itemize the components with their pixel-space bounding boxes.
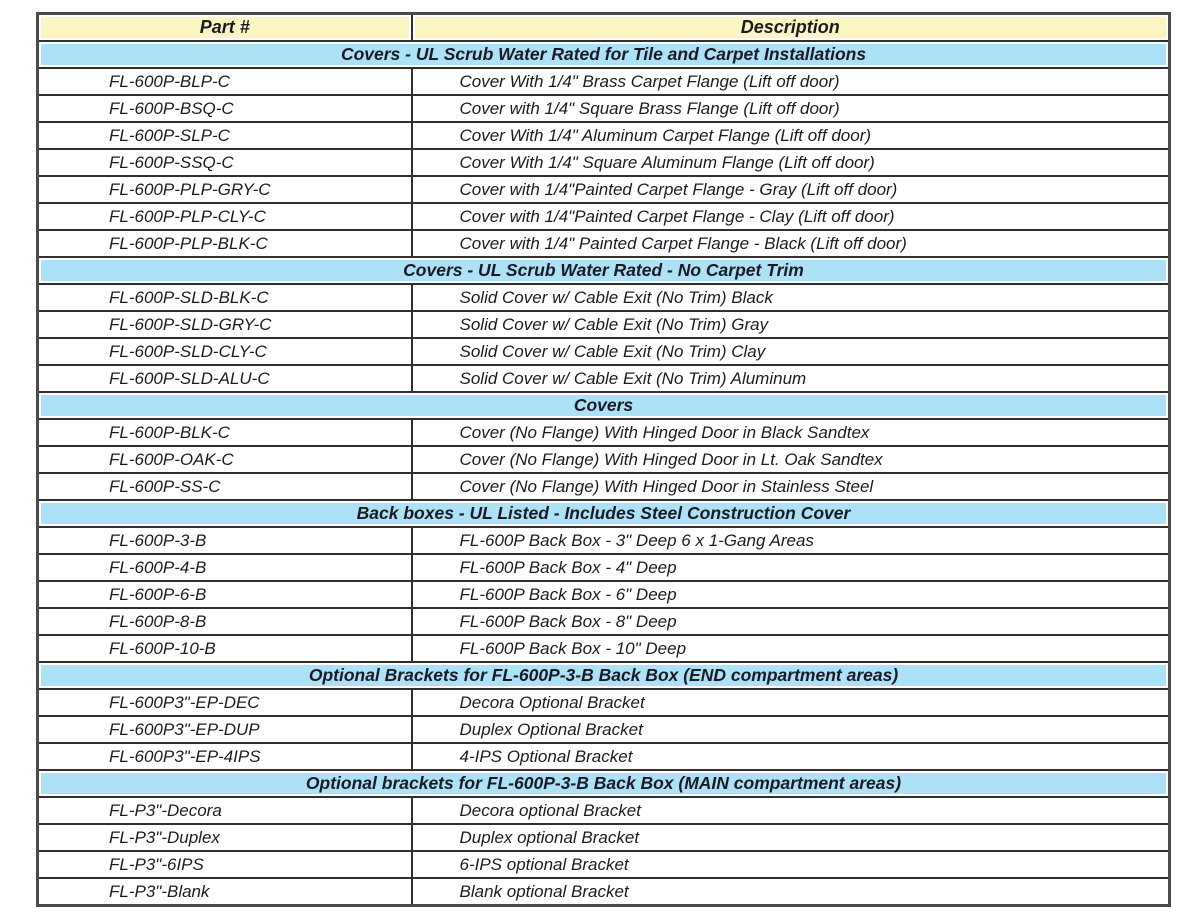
description-cell: Cover with 1/4" Painted Carpet Flange - Black (Lift off door) [412, 230, 1170, 257]
section-header-row [38, 662, 1170, 689]
description-cell: Solid Cover w/ Cable Exit (No Trim) Clay [412, 338, 1170, 365]
part-number-cell: FL-600P-6-B [38, 581, 412, 608]
part-number-cell: FL-600P-8-B [38, 608, 412, 635]
description-cell: FL-600P Back Box - 6" Deep [412, 581, 1170, 608]
part-number-cell: FL-600P-PLP-CLY-C [38, 203, 412, 230]
description-cell: Duplex Optional Bracket [412, 716, 1170, 743]
description-cell: 4-IPS Optional Bracket [412, 743, 1170, 770]
description-cell: Cover with 1/4"Painted Carpet Flange - Clay (Lift off door) [412, 203, 1170, 230]
description-cell: FL-600P Back Box - 4" Deep [412, 554, 1170, 581]
description-cell: Cover with 1/4" Square Brass Flange (Lift off door) [412, 95, 1170, 122]
description-cell: Cover With 1/4" Brass Carpet Flange (Lift off door) [412, 68, 1170, 95]
section-header-row [38, 500, 1170, 527]
part-number-cell: FL-600P-PLP-GRY-C [38, 176, 412, 203]
part-number-cell: FL-600P-SS-C [38, 473, 412, 500]
section-header-row [38, 770, 1170, 797]
table-row [38, 581, 1170, 608]
section-title: Covers - UL Scrub Water Rated for Tile and Carpet Installations [38, 41, 1170, 68]
description-cell: Cover (No Flange) With Hinged Door in Lt. Oak Sandtex [412, 446, 1170, 473]
description-cell: Solid Cover w/ Cable Exit (No Trim) Gray [412, 311, 1170, 338]
table-row [38, 230, 1170, 257]
table-row [38, 743, 1170, 770]
description-cell: Cover with 1/4"Painted Carpet Flange - Gray (Lift off door) [412, 176, 1170, 203]
table-row [38, 824, 1170, 851]
table-row [38, 689, 1170, 716]
description-cell: 6-IPS optional Bracket [412, 851, 1170, 878]
part-number-cell: FL-600P-BLK-C [38, 419, 412, 446]
part-number-cell: FL-600P-SLP-C [38, 122, 412, 149]
part-number-cell: FL-P3"-Decora [38, 797, 412, 824]
column-header-description: Description [412, 14, 1170, 42]
table-body [38, 41, 1170, 906]
table-row [38, 527, 1170, 554]
part-number-cell: FL-600P-SLD-GRY-C [38, 311, 412, 338]
table-row [38, 446, 1170, 473]
table-row [38, 338, 1170, 365]
part-number-cell: FL-P3"-Duplex [38, 824, 412, 851]
part-number-cell: FL-600P3"-EP-DEC [38, 689, 412, 716]
table-row [38, 203, 1170, 230]
description-cell: Cover (No Flange) With Hinged Door in Stainless Steel [412, 473, 1170, 500]
part-number-cell: FL-600P-BLP-C [38, 68, 412, 95]
part-number-cell: FL-600P-SSQ-C [38, 149, 412, 176]
column-header-part: Part # [38, 14, 412, 42]
part-number-cell: FL-600P-SLD-BLK-C [38, 284, 412, 311]
description-cell: Duplex optional Bracket [412, 824, 1170, 851]
section-title: Back boxes - UL Listed - Includes Steel Construction Cover [38, 500, 1170, 527]
section-title: Optional brackets for FL-600P-3-B Back Box (MAIN compartment areas) [38, 770, 1170, 797]
section-title: Covers - UL Scrub Water Rated - No Carpet Trim [38, 257, 1170, 284]
part-number-cell: FL-600P3"-EP-4IPS [38, 743, 412, 770]
description-cell: Solid Cover w/ Cable Exit (No Trim) Black [412, 284, 1170, 311]
section-header-row [38, 41, 1170, 68]
description-cell: Blank optional Bracket [412, 878, 1170, 906]
table-row [38, 554, 1170, 581]
table-row [38, 878, 1170, 906]
table-row [38, 419, 1170, 446]
table-row [38, 716, 1170, 743]
description-cell: FL-600P Back Box - 10" Deep [412, 635, 1170, 662]
table-row [38, 851, 1170, 878]
table-row [38, 608, 1170, 635]
part-number-cell: FL-600P3"-EP-DUP [38, 716, 412, 743]
part-number-cell: FL-600P-4-B [38, 554, 412, 581]
parts-table [36, 12, 1171, 907]
section-header-row [38, 257, 1170, 284]
section-header-row [38, 392, 1170, 419]
table-header-row [38, 14, 1170, 42]
table-row [38, 311, 1170, 338]
part-number-cell: FL-600P-10-B [38, 635, 412, 662]
section-title: Covers [38, 392, 1170, 419]
part-number-cell: FL-600P-BSQ-C [38, 95, 412, 122]
description-cell: Cover (No Flange) With Hinged Door in Black Sandtex [412, 419, 1170, 446]
section-title: Optional Brackets for FL-600P-3-B Back Box (END compartment areas) [38, 662, 1170, 689]
table-row [38, 95, 1170, 122]
table-row [38, 149, 1170, 176]
description-cell: Decora Optional Bracket [412, 689, 1170, 716]
part-number-cell: FL-600P-3-B [38, 527, 412, 554]
part-number-cell: FL-600P-OAK-C [38, 446, 412, 473]
table-row [38, 284, 1170, 311]
description-cell: FL-600P Back Box - 3" Deep 6 x 1-Gang Areas [412, 527, 1170, 554]
description-cell: Cover With 1/4" Square Aluminum Flange (Lift off door) [412, 149, 1170, 176]
table-row [38, 176, 1170, 203]
part-number-cell: FL-600P-SLD-CLY-C [38, 338, 412, 365]
table-row [38, 473, 1170, 500]
part-number-cell: FL-P3"-Blank [38, 878, 412, 906]
description-cell: Decora optional Bracket [412, 797, 1170, 824]
table-row [38, 68, 1170, 95]
part-number-cell: FL-600P-PLP-BLK-C [38, 230, 412, 257]
description-cell: FL-600P Back Box - 8" Deep [412, 608, 1170, 635]
table-row [38, 635, 1170, 662]
table-row [38, 797, 1170, 824]
table-row [38, 365, 1170, 392]
description-cell: Cover With 1/4" Aluminum Carpet Flange (Lift off door) [412, 122, 1170, 149]
description-cell: Solid Cover w/ Cable Exit (No Trim) Aluminum [412, 365, 1170, 392]
part-number-cell: FL-600P-SLD-ALU-C [38, 365, 412, 392]
table-row [38, 122, 1170, 149]
part-number-cell: FL-P3"-6IPS [38, 851, 412, 878]
